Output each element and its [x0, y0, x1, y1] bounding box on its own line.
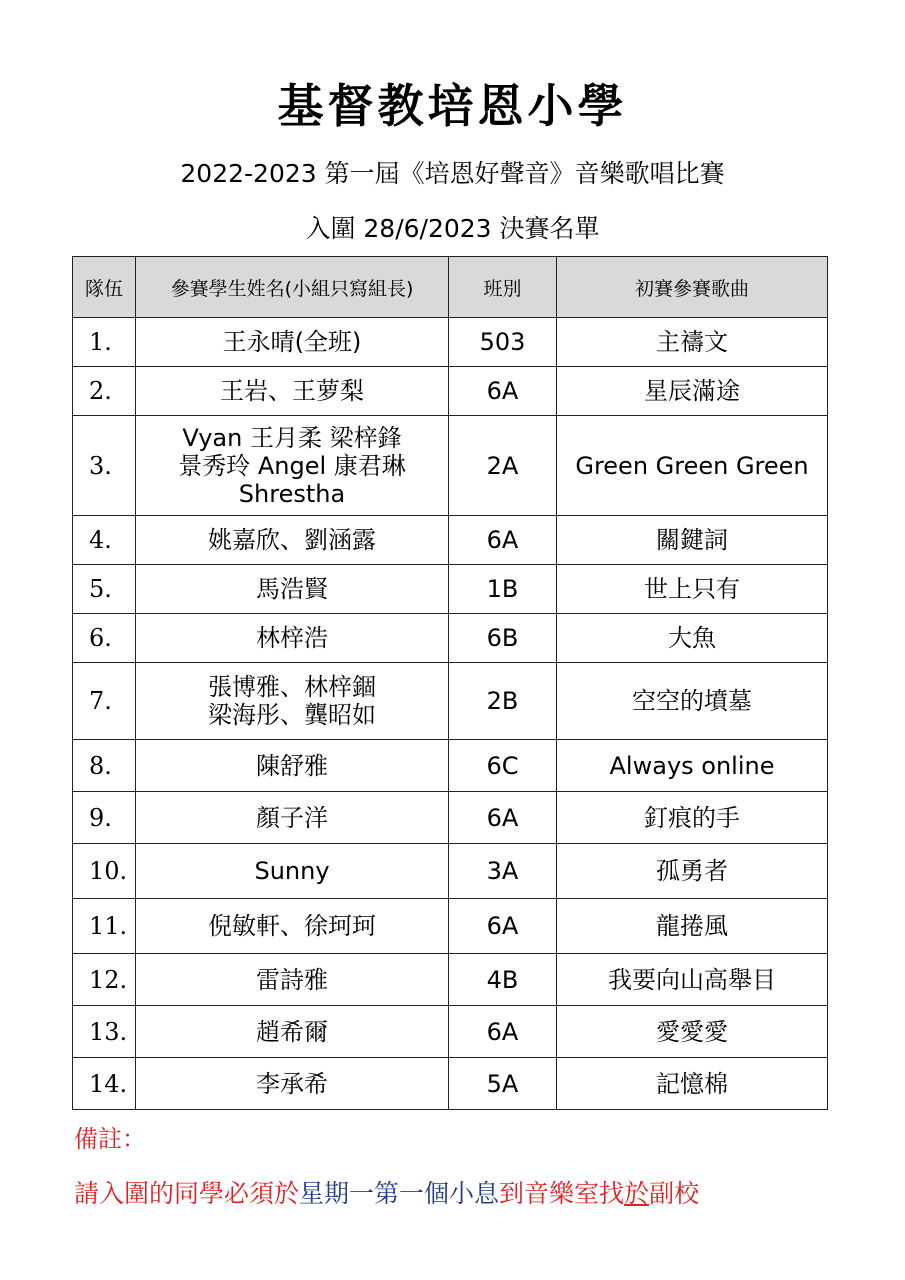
table-row — [73, 954, 828, 1006]
class-code: 6A — [449, 792, 557, 844]
student-names — [136, 1058, 449, 1110]
class-code: 6C — [449, 740, 557, 792]
column-header-song: 初賽參賽歌曲 — [557, 257, 828, 318]
student-name-line: 景秀玲 Angel 康君琳 — [178, 451, 406, 480]
student-name-line: 張博雅、林梓錮 — [208, 673, 376, 701]
student-name-line: 王永晴(全班) — [222, 328, 362, 356]
note-segment: 副校 — [649, 1179, 700, 1208]
class-code: 503 — [449, 318, 557, 367]
student-name-line: 梁海彤、龔昭如 — [208, 701, 376, 729]
student-names — [136, 614, 449, 663]
student-names — [136, 416, 449, 516]
student-name-line: 馬浩賢 — [256, 575, 328, 603]
team-number: 10. — [73, 844, 136, 899]
note-text — [74, 1178, 699, 1210]
class-code: 6A — [449, 516, 557, 565]
student-name-line: 王岩、王萝梨 — [220, 377, 364, 405]
finalist-list-title: 入圍 28/6/2023 決賽名單 — [305, 214, 600, 243]
table-row — [73, 899, 828, 954]
table-row — [73, 792, 828, 844]
table-row — [73, 844, 828, 899]
student-name-line: 林梓浩 — [256, 624, 328, 652]
team-number: 2. — [73, 367, 136, 416]
student-names — [136, 318, 449, 367]
student-name-line: Sunny — [254, 857, 330, 885]
team-number: 7. — [73, 663, 136, 740]
song-title: 大魚 — [557, 614, 828, 663]
table-row — [73, 614, 828, 663]
song-title: 星辰滿途 — [557, 367, 828, 416]
class-code: 1B — [449, 565, 557, 614]
student-name-line: 李承希 — [256, 1069, 328, 1098]
student-name-line: Vyan 王月柔 梁梓鋒 — [182, 423, 402, 452]
team-number: 13. — [73, 1006, 136, 1058]
student-name-line: Shrestha — [238, 479, 346, 508]
team-number: 11. — [73, 899, 136, 954]
table-row — [73, 1058, 828, 1110]
school-title: 基督教培恩小學 — [277, 79, 628, 133]
team-number: 8. — [73, 740, 136, 792]
table-row — [73, 740, 828, 792]
note-label: 備註： — [74, 1125, 146, 1153]
song-title: Green Green Green — [557, 416, 828, 516]
column-header-names: 參賽學生姓名(小組只寫組長) — [136, 257, 449, 318]
team-number: 1. — [73, 318, 136, 367]
note-segment: 請入圍的同學必須於 — [74, 1179, 300, 1208]
student-name-line: 倪敏軒、徐珂珂 — [208, 912, 376, 940]
class-code: 5A — [449, 1058, 557, 1110]
song-title: 愛愛愛 — [557, 1006, 828, 1058]
student-names — [136, 899, 449, 954]
finalist-table — [72, 256, 828, 1110]
class-code: 6A — [449, 1006, 557, 1058]
student-names — [136, 663, 449, 740]
student-name-line: 姚嘉欣、劉涵露 — [208, 526, 376, 554]
class-code: 6A — [449, 367, 557, 416]
table-row — [73, 1006, 828, 1058]
song-title: 空空的墳墓 — [557, 663, 828, 740]
song-title: 記憶棉 — [557, 1058, 828, 1110]
song-title: Always online — [557, 740, 828, 792]
song-title: 龍捲風 — [557, 899, 828, 954]
note-segment: 到音樂室找 — [499, 1179, 625, 1208]
class-code: 2A — [449, 416, 557, 516]
column-header-team: 隊伍 — [73, 257, 136, 318]
class-code: 6B — [449, 614, 557, 663]
song-title: 釘痕的手 — [557, 792, 828, 844]
team-number: 3. — [73, 416, 136, 516]
student-name-line: 顏子洋 — [256, 803, 328, 832]
table-row — [73, 663, 828, 740]
team-number: 12. — [73, 954, 136, 1006]
student-names — [136, 516, 449, 565]
table-row — [73, 318, 828, 367]
student-names — [136, 565, 449, 614]
team-number: 5. — [73, 565, 136, 614]
song-title: 關鍵詞 — [557, 516, 828, 565]
class-code: 4B — [449, 954, 557, 1006]
student-names — [136, 1006, 449, 1058]
team-number: 6. — [73, 614, 136, 663]
team-number: 14. — [73, 1058, 136, 1110]
note-segment: 小息 — [449, 1179, 500, 1208]
competition-title: 2022-2023 第一屆《培恩好聲音》音樂歌唱比賽 — [180, 159, 725, 188]
class-code: 6A — [449, 899, 557, 954]
class-code: 3A — [449, 844, 557, 899]
song-title: 主禱文 — [557, 318, 828, 367]
table-row — [73, 516, 828, 565]
table-row — [73, 565, 828, 614]
student-names — [136, 844, 449, 899]
class-code: 2B — [449, 663, 557, 740]
table-row — [73, 416, 828, 516]
song-title: 我要向山高舉目 — [557, 954, 828, 1006]
note-segment: 於 — [624, 1179, 650, 1208]
student-names — [136, 954, 449, 1006]
table-header-row — [73, 257, 828, 318]
song-title: 孤勇者 — [557, 844, 828, 899]
student-name-line: 陳舒雅 — [256, 751, 328, 780]
student-name-line: 雷詩雅 — [256, 965, 328, 994]
table-row — [73, 367, 828, 416]
team-number: 4. — [73, 516, 136, 565]
student-name-line: 趙希爾 — [256, 1017, 328, 1046]
note-segment: 星期一第一個 — [299, 1179, 450, 1208]
team-number: 9. — [73, 792, 136, 844]
table-body — [73, 318, 828, 1110]
student-names — [136, 792, 449, 844]
student-names — [136, 740, 449, 792]
column-header-class: 班別 — [449, 257, 557, 318]
student-names — [136, 367, 449, 416]
song-title: 世上只有 — [557, 565, 828, 614]
